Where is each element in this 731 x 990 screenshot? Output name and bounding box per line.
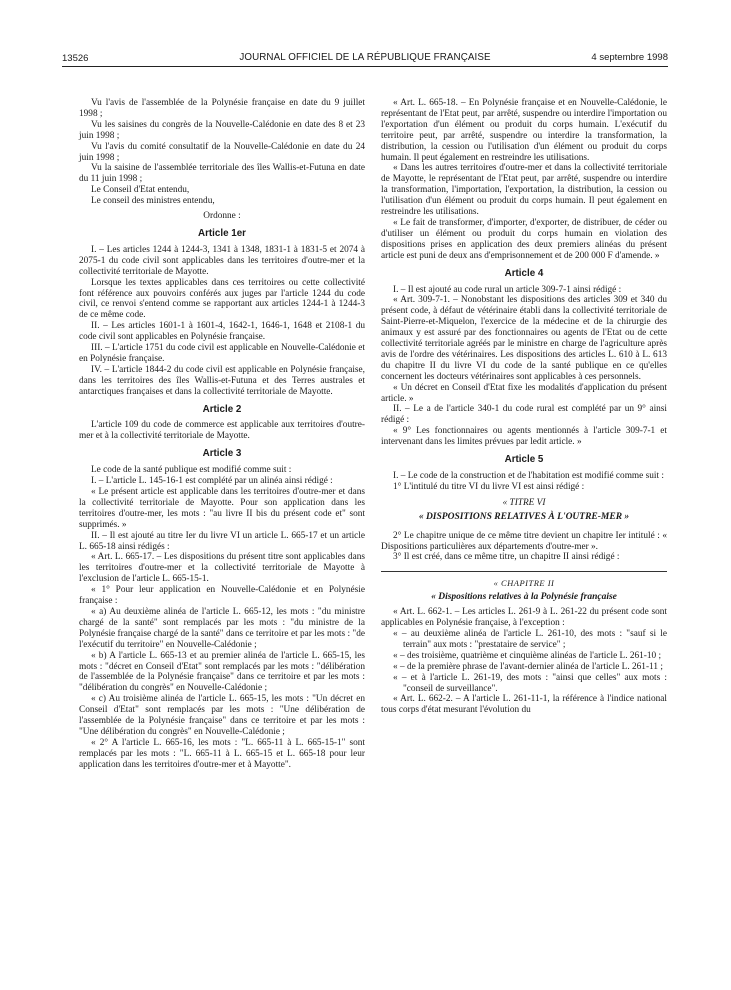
visa-paragraph: Le conseil des ministres entendu, <box>91 196 215 207</box>
article-4-paragraph: I. – Il est ajouté au code rural un article 309-7-1 ainsi rédigé : <box>393 284 622 295</box>
visa-paragraph: Vu l'avis de l'assemblée de la Polynésie française en date du 9 juillet 1998 ; <box>79 98 365 119</box>
article-4-paragraph: « Art. 309-7-1. – Nonobstant les dispositions des articles 309 et 340 du présent code, à défaut de vétérinaire établi dans la collectivité territoriale de Saint-Pierre-et-Miquelon, l'exercice de la médecine et de la chirurgie des animaux y est assuré par des fonctionnaires ou agents de l'Etat ou de cette collectivité territoriale agréés par le ministre en charge de l'agriculture après avis de l'ordre des vétérinaires. Les dispositions des articles L. 610 à L. 613 du chapitre II du livre VI du code de la santé publique en ce qu'elles concernent les docteurs vétérinaires sont applicables à ces personnels. <box>381 295 667 382</box>
article-5-heading: Article 5 <box>504 454 544 466</box>
chapitre-ii-heading: « CHAPITRE II <box>493 578 555 589</box>
article-l662-2: « Art. L. 662-2. – A l'article L. 261-11-1, la référence à l'indice national tous corps d'état mesurant l'évolution du <box>381 694 667 716</box>
header-rule <box>62 66 668 67</box>
article-5-paragraph: 3° Il est créé, dans ce même titre, un chapitre II ainsi rédigé : <box>393 552 620 563</box>
exception-item: « – des troisième, quatrième et cinquième alinéas de l'article L. 261-10 ; <box>393 650 662 661</box>
article-3-paragraph: « 2° A l'article L. 665-16, les mots : "L. 665-11 à L. 665-15-1" sont remplacés par les mots : "L. 665-11 à L. 665-15 et L. 665-18 pour leur application dans les territoires d'outre-mer et à Mayotte". <box>79 737 365 770</box>
article-3-continuation: « Art. L. 665-18. – En Polynésie française et en Nouvelle-Calédonie, le représentant de l'Etat peut, par arrêté, suspendre ou interdire l'importation ou l'exportation d'un élément ou produit du corps humain. L'exécutif du territoire peut, par arrêté, suspendre ou interdire la transformation, la distribution, la cession ou l'utilisation d'un élément ou produit du corps humain. Il peut également en restreindre les utilisations. <box>381 98 667 163</box>
article-4-paragraph: « 9° Les fonctionnaires ou agents mentionnés à l'article 309-7-1 et intervenant dans les limites prévues par ledit article. » <box>381 426 667 448</box>
visa-paragraph: Le Conseil d'Etat entendu, <box>91 185 190 196</box>
article-2-paragraph: L'article 109 du code de commerce est applicable aux territoires d'outre-mer et à la collectivité territoriale de Mayotte. <box>79 420 365 442</box>
article-3-paragraph: « Le présent article est applicable dans les territoires d'outre-mer et dans la collectivité territoriale de Mayotte. Pour son application dans les territoires d'outre-mer, les mots : "au livre II bis du présent code et" sont supprimés. » <box>79 487 365 530</box>
article-5-paragraph: I. – Le code de la construction et de l'habitation est modifié comme suit : <box>393 471 664 481</box>
page-header <box>62 49 668 71</box>
article-3-paragraph: « a) Au deuxième alinéa de l'article L. 665-12, les mots : "du ministre chargé de la santé" sont remplacés par les mots : "du ministre de la Polynésie française chargé de la santé" dans ce territoire et par les mots : "de l'exécutif du territoire" en Nouvelle-Calédonie ; <box>79 606 365 650</box>
article-3-paragraph: II. – Il est ajouté au titre Ier du livre VI un article L. 665-17 et un article L. 665-18 ainsi rédigés : <box>79 530 365 552</box>
page-number: 13526 <box>62 53 89 64</box>
exception-item: « – de la première phrase de l'avant-dernier alinéa de l'article L. 261-11 ; <box>393 661 663 672</box>
article-3-heading: Article 3 <box>202 448 242 460</box>
article-3-paragraph: « b) A l'article L. 665-13 et au premier alinéa de l'article L. 665-15, les mots : "décret en Conseil d'Etat" sont remplacés par les mots : "délibération de l'assemblée de la Polynésie française" dans ce territoire et par les mots : "délibération du congrès" en Nouvelle-Calédonie ; <box>79 650 365 694</box>
article-3-continuation: « Dans les autres territoires d'outre-mer et dans la collectivité territoriale de Mayotte, le représentant de l'Etat peut, par arrêté, suspendre ou interdire la transformation, l'importation, l'exportation, la distribution, la cession ou l'utilisation d'un élément ou produit du corps humain. Il peut également en restreindre les utilisations. <box>381 163 667 218</box>
article-3-paragraph: I. – L'article L. 145-16-1 est complété par un alinéa ainsi rédigé : <box>91 476 333 487</box>
article-3-paragraph: « Art. L. 665-17. – Les dispositions du présent titre sont applicables dans les territoires d'outre-mer et la collectivité territoriale de Mayotte à l'exclusion de l'article L. 665-15-1. <box>79 552 365 585</box>
article-1-heading: Article 1er <box>198 227 246 239</box>
article-3-paragraph: « 1° Pour leur application en Nouvelle-Calédonie et en Polynésie française : <box>79 585 365 607</box>
left-column <box>79 98 365 771</box>
article-l662-1: « Art. L. 662-1. – Les articles L. 261-9 à L. 261-22 du présent code sont applicables en Polynésie française, à l'exception : <box>381 607 667 629</box>
issue-date: 4 septembre 1998 <box>591 52 668 63</box>
article-1-paragraph: I. – Les articles 1244 à 1244-3, 1341 à 1348, 1831-1 à 1831-5 et 2074 à 2075-1 du code civil sont applicables dans les territoires d'outre-mer et la collectivité territoriale de Mayotte. <box>79 244 365 277</box>
article-5-paragraph: 1° L'intitulé du titre VI du livre VI est ainsi rédigé : <box>393 481 585 492</box>
visa-paragraph: Vu les saisines du congrès de la Nouvelle-Calédonie en date des 8 et 23 juin 1998 ; <box>79 119 365 141</box>
dispositions-outre-mer-heading: « DISPOSITIONS RELATIVES À L'OUTRE-MER » <box>418 511 630 522</box>
article-1-paragraph: Lorsque les textes applicables dans ces territoires ou cette collectivité font référence aux pouvoirs conférés aux juges par l'article 1244 du code civil, ce renvoi s'entend comme se rapportant aux articles 1244-1 à 1244-3 de ce même code. <box>79 277 365 321</box>
article-3-paragraph: « c) Au troisième alinéa de l'article L. 665-15, les mots : "Un décret en Conseil d'Etat" sont remplacés par les mots : "Une délibération de l'assemblée de la Polynésie française" dans ce territoire et par les mots : "Une délibération du congrès" en Nouvelle-Calédonie ; <box>79 694 365 737</box>
ordonne-heading: Ordonne : <box>203 211 241 222</box>
right-column <box>381 98 667 716</box>
article-4-paragraph: « Un décret en Conseil d'Etat fixe les modalités d'application du présent article. » <box>381 382 667 404</box>
journal-title: JOURNAL OFFICIEL DE LA RÉPUBLIQUE FRANÇAISE <box>239 52 491 63</box>
article-4-paragraph: II. – Le a de l'article 340-1 du code rural est complété par un 9° ainsi rédigé : <box>381 404 667 426</box>
article-1-paragraph: II. – Les articles 1601-1 à 1601-4, 1642-1, 1646-1, 1648 et 2108-1 du code civil sont applicables en Polynésie française. <box>79 321 365 343</box>
titre-vi-heading: « TITRE VI <box>502 497 546 508</box>
article-1-paragraph: III. – L'article 1751 du code civil est applicable en Nouvelle-Calédonie et en Polynésie française. <box>79 343 365 364</box>
article-3-continuation: « Le fait de transformer, d'importer, d'exporter, de distribuer, de céder ou d'utiliser un élément ou produit du corps humain en violation des dispositions prises en application des deux premiers alinéas du présent article est puni de deux ans d'emprisonnement et de 200 000 F d'amende. » <box>381 217 667 261</box>
exception-item: « – et à l'article L. 261-19, des mots : "ainsi que celles" aux mots : "conseil de surveillance". <box>393 672 667 694</box>
exception-item: « – au deuxième alinéa de l'article L. 261-10, des mots : "sauf si le terrain" aux mots : "prestataire de service" ; <box>393 628 667 650</box>
visa-paragraph: Vu l'avis du comité consultatif de la Nouvelle-Calédonie en date du 24 juin 1998 ; <box>79 141 365 163</box>
article-4-heading: Article 4 <box>504 267 544 279</box>
visa-paragraph: Vu la saisine de l'assemblée territoriale des îles Wallis-et-Futuna en date du 11 juin 1998 ; <box>79 163 365 185</box>
article-5-paragraph: 2° Le chapitre unique de ce même titre devient un chapitre Ier intitulé : « Dispositions particulières aux départements d'outre-mer ». <box>381 530 667 552</box>
article-1-paragraph: IV. – L'article 1844-2 du code civil est applicable en Polynésie française, dans les territoires des îles Wallis-et-Futuna et des Terres australes et antarctiques françaises et dans la collectivité territoriale de Mayotte. <box>79 364 365 397</box>
article-3-paragraph: Le code de la santé publique est modifié comme suit : <box>91 465 292 476</box>
section-divider <box>381 571 667 572</box>
article-2-heading: Article 2 <box>202 403 242 415</box>
polynesie-heading: « Dispositions relatives à la Polynésie française <box>431 592 617 603</box>
